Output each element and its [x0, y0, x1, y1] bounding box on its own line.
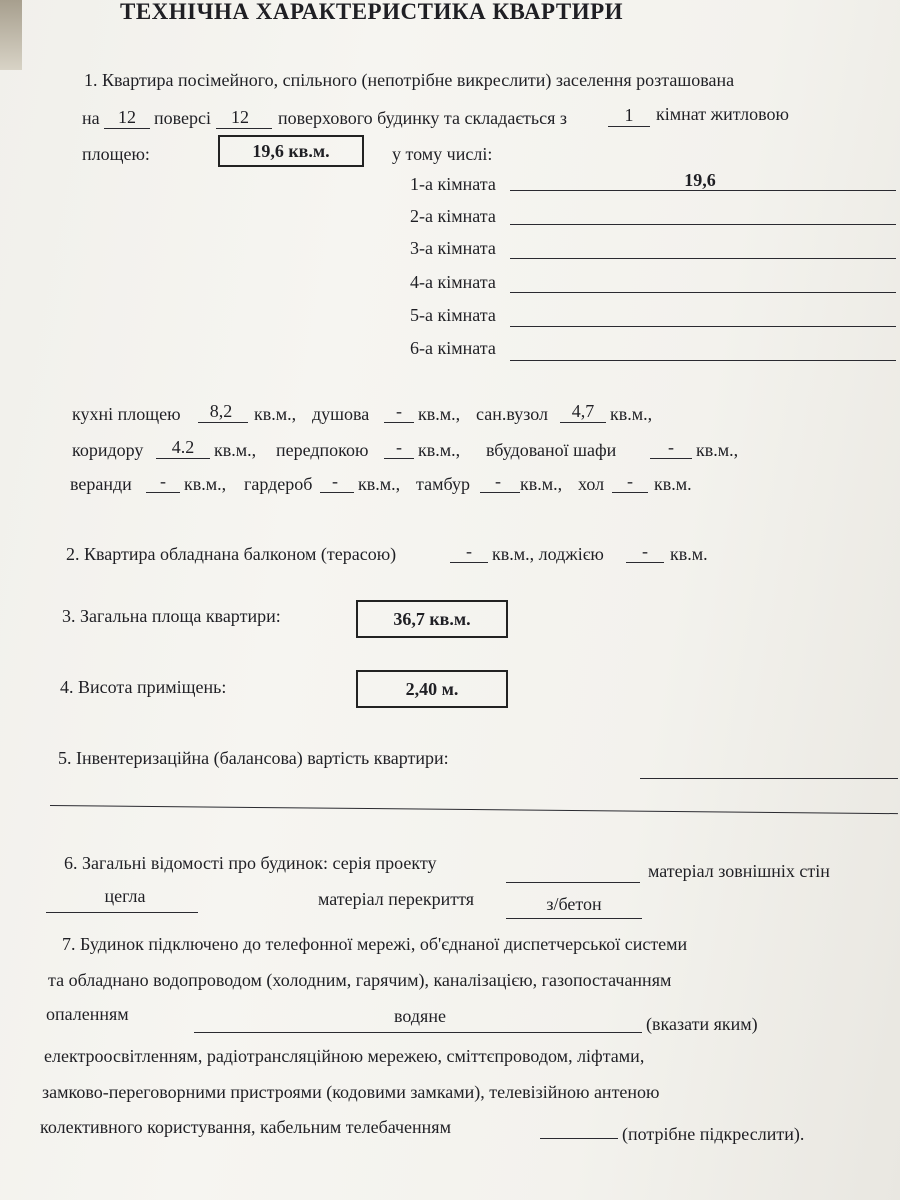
- corridor-value: 4.2: [171, 437, 195, 457]
- s7-line1: 7. Будинок підключено до телефонної мережі, об'єднаної диспетчерської системи: [62, 934, 688, 954]
- tambour-unit: кв.м.,: [520, 474, 563, 494]
- hall-value: -: [396, 437, 402, 457]
- loggia-value: -: [642, 541, 648, 561]
- wc-value: 4,7: [571, 401, 595, 421]
- s2-unit: кв.м.: [670, 544, 708, 564]
- veranda-unit: кв.м.,: [184, 474, 227, 494]
- room-5-line: [510, 326, 896, 327]
- document-title: ТЕХНІЧНА ХАРАКТЕРИСТИКА КВАРТИРИ: [120, 0, 624, 24]
- wc-label: сан.вузол: [476, 404, 548, 424]
- room-1-line: [510, 190, 896, 191]
- veranda-value: -: [160, 471, 166, 491]
- tambour-label: тамбур: [416, 474, 470, 494]
- s7-line6-end: (потрібне підкреслити).: [622, 1124, 805, 1144]
- room-5-label: 5-а кімната: [410, 305, 496, 325]
- kitchen-label: кухні площею: [72, 404, 181, 424]
- s1-poverkh: поверхового будинку та складається з: [278, 108, 568, 128]
- s7-line6: колективного користування, кабельним телебаченням: [40, 1117, 451, 1137]
- wardrobe-label: вбудованої шафи: [486, 440, 617, 460]
- shower-value: -: [396, 401, 402, 421]
- s2-label: 2. Квартира обладнана балконом (терасою): [66, 544, 397, 564]
- corridor-unit: кв.м.,: [214, 440, 257, 460]
- heating-line: [194, 1032, 642, 1033]
- s1-ploshcheyu: площею:: [82, 144, 150, 164]
- heating-value: водяне: [394, 1006, 446, 1026]
- shower-unit: кв.м.,: [418, 404, 461, 424]
- s2-loggia-label: кв.м., лоджією: [492, 544, 604, 564]
- s1-line1: 1. Квартира посімейного, спільного (непотрібне викреслити) заселення розташована: [84, 70, 735, 90]
- s1-poversi: поверсі: [154, 108, 212, 128]
- height-box: 2,40 м.: [356, 670, 508, 708]
- s5-label: 5. Інвентеризаційна (балансова) вартість квартири:: [58, 748, 449, 768]
- room-1-value: 19,6: [684, 170, 716, 190]
- total-area-box: 36,7 кв.м.: [356, 600, 508, 638]
- walls-line: [46, 912, 198, 913]
- kitchen-value: 8,2: [209, 401, 233, 421]
- veranda-label: веранди: [70, 474, 132, 494]
- s7-heating-label: опаленням: [46, 1004, 129, 1024]
- lobby-value: -: [627, 471, 633, 491]
- s7-line5: замково-переговорними пристроями (кодовими замками), телевізійною антеною: [42, 1082, 660, 1102]
- floors-value: з/бетон: [546, 894, 602, 914]
- room-2-label: 2-а кімната: [410, 206, 496, 226]
- room-3-line: [510, 258, 896, 259]
- lobby-label: хол: [578, 474, 605, 494]
- s7-line4: електроосвітленням, радіотрансляційною мережею, сміттєпроводом, ліфтами,: [44, 1046, 645, 1066]
- floors-total-value: 12: [231, 107, 249, 127]
- s3-label: 3. Загальна площа квартири:: [62, 606, 281, 626]
- room-6-label: 6-а кімната: [410, 338, 496, 358]
- dressing-unit: кв.м.,: [358, 474, 401, 494]
- wardrobe-value: -: [668, 437, 674, 457]
- s6-label: 6. Загальні відомості про будинок: серія проекту: [64, 853, 437, 873]
- room-4-line: [510, 292, 896, 293]
- room-2-line: [510, 224, 896, 225]
- s4-label: 4. Висота приміщень:: [60, 677, 227, 697]
- s1-u-tomu: у тому числі:: [392, 144, 493, 164]
- hall-unit: кв.м.,: [418, 440, 461, 460]
- lobby-unit: кв.м.: [654, 474, 692, 494]
- room-1-label: 1-а кімната: [410, 174, 496, 194]
- s7-line2: та обладнано водопроводом (холодним, гарячим), каналізацією, газопостачанням: [48, 970, 672, 990]
- tambour-value: -: [495, 471, 501, 491]
- cable-tv-blank: [540, 1120, 618, 1139]
- corridor-label: коридору: [72, 440, 144, 460]
- s5-value-line: [640, 778, 898, 779]
- room-6-line: [510, 360, 896, 361]
- series-line: [506, 882, 640, 883]
- s6-floors-label: матеріал перекриття: [318, 889, 475, 909]
- hall-label: передпокою: [276, 440, 369, 460]
- s5-full-line: [50, 805, 898, 814]
- room-4-label: 4-а кімната: [410, 272, 496, 292]
- rooms-value: 1: [624, 105, 634, 125]
- floors-line: [506, 918, 642, 919]
- balcony-value: -: [466, 541, 472, 561]
- wc-unit: кв.м.,: [610, 404, 653, 424]
- wardrobe-unit: кв.м.,: [696, 440, 739, 460]
- floor-value: 12: [118, 107, 136, 127]
- dressing-label: гардероб: [244, 474, 313, 494]
- living-area-box: 19,6 кв.м.: [218, 135, 364, 167]
- s7-heating-hint: (вказати яким): [646, 1014, 758, 1034]
- room-3-label: 3-а кімната: [410, 238, 496, 258]
- s1-na: на: [82, 108, 100, 128]
- dressing-value: -: [332, 471, 338, 491]
- s1-kimnat: кімнат житловою: [656, 104, 789, 124]
- page-edge-shadow: [0, 0, 22, 70]
- s6-walls-label: матеріал зовнішніх стін: [648, 861, 830, 881]
- shower-label: душова: [312, 404, 370, 424]
- walls-value: цегла: [104, 886, 146, 906]
- kitchen-unit: кв.м.,: [254, 404, 297, 424]
